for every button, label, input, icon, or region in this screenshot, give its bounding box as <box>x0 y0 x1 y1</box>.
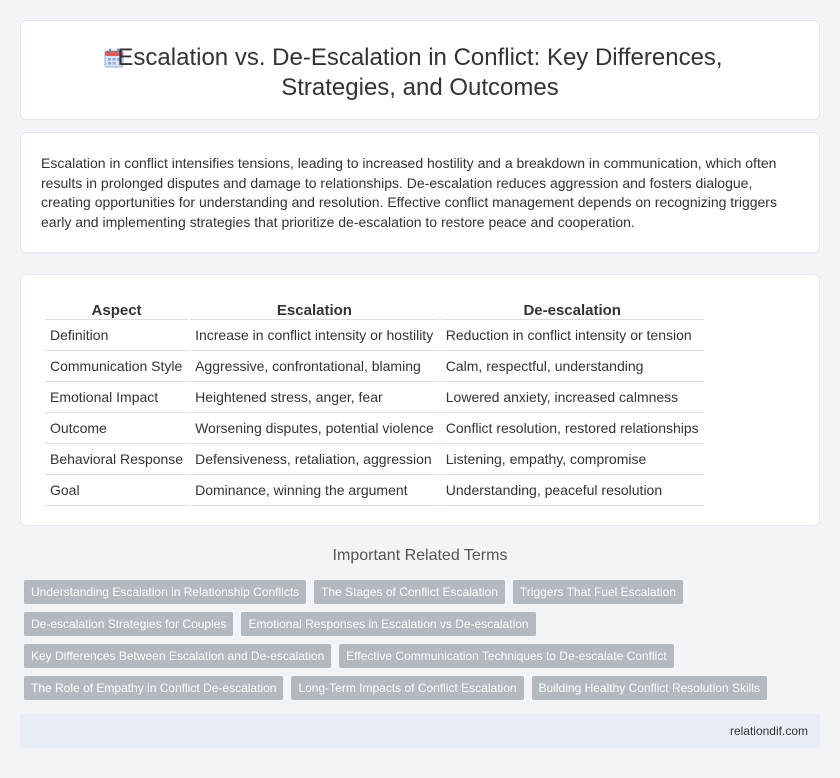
related-term-link[interactable]: Long-Term Impacts of Conflict Escalation <box>291 676 523 700</box>
comparison-table-card <box>20 274 820 526</box>
table-cell: Outcome <box>45 413 188 444</box>
table-cell: Worsening disputes, potential violence <box>190 413 439 444</box>
table-cell: Emotional Impact <box>45 382 188 413</box>
table-cell: Heightened stress, anger, fear <box>190 382 439 413</box>
table-cell: Communication Style <box>45 351 188 382</box>
table-cell: Definition <box>45 320 188 351</box>
table-cell: Reduction in conflict intensity or tension <box>441 320 704 351</box>
table-cell: Understanding, peaceful resolution <box>441 475 704 506</box>
tag-row <box>24 644 814 668</box>
table-cell: Behavioral Response <box>45 444 188 475</box>
intro-paragraph: Escalation in conflict intensifies tensions, leading to increased hostility and a breakdown in communication, which often results in prolonged disputes and damage to relationships. De-escalation reduces aggression and fosters dialogue, creating opportunities for understanding and resolution. Effective conflict management depends on recognizing triggers early and implementing strategies that prioritize de-escalation to restore peace and cooperation. <box>41 155 777 230</box>
header-escalation: Escalation <box>190 296 439 320</box>
tag-row <box>24 580 814 604</box>
table-cell: Lowered anxiety, increased calmness <box>441 382 704 413</box>
header-aspect: Aspect <box>45 296 188 320</box>
site-link[interactable]: relationdif.com <box>729 724 808 738</box>
header-de-escalation: De-escalation <box>441 296 704 320</box>
title-card <box>20 20 820 120</box>
related-term-link[interactable]: The Stages of Conflict Escalation <box>314 580 505 604</box>
related-term-link[interactable]: Key Differences Between Escalation and De-escalation <box>24 644 331 668</box>
table-row <box>45 444 704 475</box>
tag-row <box>24 612 814 636</box>
related-term-link[interactable]: Understanding Escalation in Relationship Conflicts <box>24 580 306 604</box>
related-terms-list <box>24 580 814 708</box>
footer <box>20 714 820 748</box>
table-cell: Goal <box>45 475 188 506</box>
related-terms-title: Important Related Terms <box>332 547 508 564</box>
related-term-link[interactable]: Emotional Responses in Escalation vs De-escalation <box>241 612 535 636</box>
table-row <box>45 320 704 351</box>
related-term-link[interactable]: De-escalation Strategies for Couples <box>24 612 233 636</box>
table-cell: Increase in conflict intensity or hostility <box>190 320 439 351</box>
table-row <box>45 475 704 506</box>
table-cell: Aggressive, confrontational, blaming <box>190 351 439 382</box>
table-cell: Conflict resolution, restored relationships <box>441 413 704 444</box>
intro-card <box>20 132 820 253</box>
table-row <box>45 351 704 382</box>
related-term-link[interactable]: The Role of Empathy in Conflict De-escalation <box>24 676 283 700</box>
table-header-row <box>45 296 704 320</box>
related-term-link[interactable]: Effective Communication Techniques to De-escalate Conflict <box>339 644 673 668</box>
related-term-link[interactable]: Triggers That Fuel Escalation <box>513 580 683 604</box>
related-term-link[interactable]: Building Healthy Conflict Resolution Skills <box>532 676 767 700</box>
table-cell: Dominance, winning the argument <box>190 475 439 506</box>
table-row <box>45 413 704 444</box>
comparison-table <box>43 296 706 506</box>
table-row <box>45 382 704 413</box>
table-cell: Defensiveness, retaliation, aggression <box>190 444 439 475</box>
page-title: Escalation vs. De-Escalation in Conflict: Key Differences, Strategies, and Outcomes <box>117 44 723 101</box>
table-cell: Listening, empathy, compromise <box>441 444 704 475</box>
table-cell: Calm, respectful, understanding <box>441 351 704 382</box>
tag-row <box>24 676 814 700</box>
